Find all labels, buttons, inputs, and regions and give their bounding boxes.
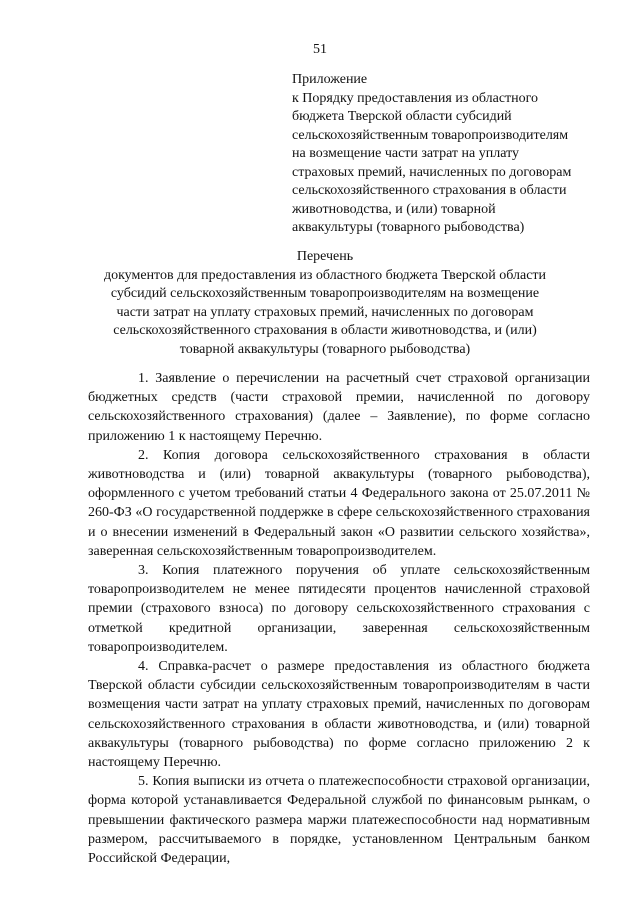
list-title-block: [60, 248, 590, 359]
document-title: Перечень: [296, 249, 354, 264]
subtitle-line: документов для предоставления из областного бюджета Тверской области: [103, 267, 547, 283]
list-item-1: 1. Заявление о перечислении на расчетный счет страховой организации бюджетных средств (части страховой премии, начисленной по договору сельскохозяйственного страхования) (далее – Заявление), по форме согласно приложению 1 к настоящему Перечню.: [88, 371, 590, 444]
list-item-3: 3. Копия платежного поручения об уплате сельскохозяйственным товаропроизводителем не менее пятидесяти процентов начисленной страховой премии (страхового взноса) по договору сельскохозяйственного страхования с отметкой кредитной организации, заверенная сельскохозяйственным товаропроизводителем.: [88, 563, 590, 655]
appendix-line: на возмещение части затрат на уплату: [292, 146, 520, 161]
document-body: [88, 369, 590, 868]
subtitle-line: товарной аквакультуры (товарного рыбоводства): [179, 341, 471, 357]
appendix-line: сельскохозяйственного страхования в области: [292, 183, 567, 198]
subtitle-line: сельскохозяйственного страхования в области животноводства, и (или): [113, 323, 537, 338]
subtitle-line: субсидий сельскохозяйственным товаропроизводителям на возмещение: [110, 286, 540, 301]
appendix-line: страховых премий, начисленных по договорам: [292, 164, 572, 180]
list-item-5: 5. Копия выписки из отчета о платежеспособности страховой организации, форма которой устанавливается Федеральной службой по финансовым рынкам, о превышении фактического размера маржи платежеспособности над нормативным размером, рассчитываемого в порядке, установленном Центральным банком Российской Федерации,: [88, 774, 590, 867]
page-number: 51: [313, 42, 327, 57]
appendix-line: к Порядку предоставления из областного: [292, 90, 539, 106]
appendix-line: животноводства, и (или) товарной: [292, 201, 496, 217]
list-item-4: 4. Справка-расчет о размере предоставления из областного бюджета Тверской области субсидии сельскохозяйственным товаропроизводителям в части возмещения части затрат на уплату страховых премий, начисленных по договорам сельскохозяйственного страхования в области животноводства, и (или) товарной аквакультуры (товарного рыбоводства) по форме согласно приложению 2 к настоящему Перечню.: [88, 659, 590, 771]
appendix-line: аквакультуры (товарного рыбоводства): [292, 220, 525, 235]
appendix-line: бюджета Тверской области субсидий: [292, 109, 512, 124]
appendix-line: сельскохозяйственным товаропроизводителям: [292, 127, 569, 143]
subtitle-line: части затрат на уплату страховых премий, начисленных по договорам: [116, 304, 534, 320]
appendix-line: Приложение: [292, 72, 368, 87]
appendix-header: [292, 71, 612, 238]
list-item-2: 2. Копия договора сельскохозяйственного страхования в области животноводства и (или) товарной аквакультуры (товарного рыбоводства), оформленного с учетом требований статьи 4 Федерального закона от 25.07.2011 № 260-ФЗ «О государственной поддержке в сфере сельскохозяйственного страхования и о внесении изменений в Федеральный закон «О развитии сельского хозяйства», заверенная сельскохозяйственным товаропроизводителем.: [88, 447, 590, 559]
